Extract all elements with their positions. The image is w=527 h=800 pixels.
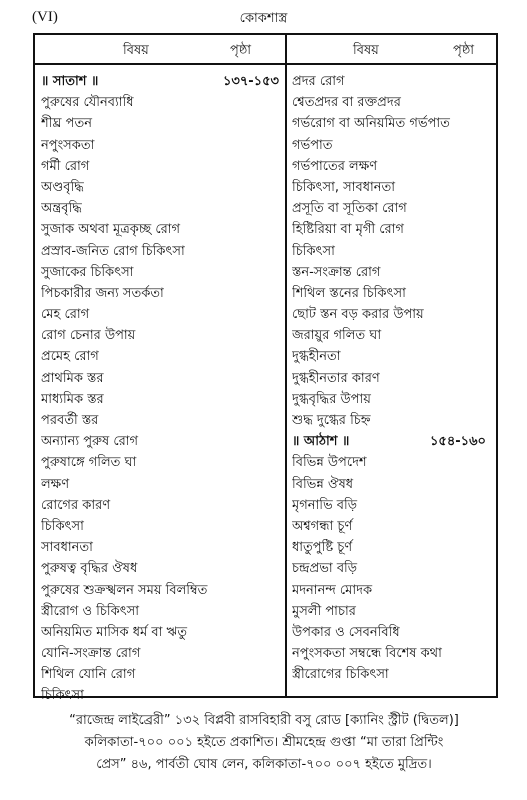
entry-title: অণ্ডবৃদ্ধি — [41, 179, 84, 195]
entry-title: লক্ষণ — [41, 476, 70, 492]
imprint-line: প্রেস” ৪৬, পার্বতী ঘোষ লেন, কলিকাতা-৭০০ ০০৭ হইতে মুদ্রিত। — [96, 757, 432, 772]
entry-title: রোগ চেনার উপায় — [41, 328, 136, 344]
contents-entry — [41, 219, 283, 240]
contents-entry — [41, 601, 283, 622]
entry-title: ॥ আঠাশ ॥ — [292, 434, 350, 450]
page-range: ১৩৭-১৫৩ — [222, 74, 279, 89]
contents-entry — [41, 198, 283, 219]
contents-entry — [292, 304, 492, 325]
entry-title: যোনি-সংক্রান্ত রোগ — [41, 646, 141, 662]
entry-title: গর্মী রোগ — [41, 158, 90, 174]
entry-title: চিকিৎসা — [41, 688, 84, 704]
table-header-row — [35, 35, 496, 65]
entry-title: পুরুষের যৌনব্যাধি — [41, 95, 134, 111]
entry-title: উপকার ও সেবনবিধি — [292, 624, 400, 640]
contents-entry — [41, 346, 283, 367]
entry-title: অনিয়মিত মাসিক ধর্ম বা ঋতু — [41, 624, 188, 640]
entry-title: নপুংসকতা সম্বন্ধে বিশেষ কথা — [292, 646, 442, 662]
contents-entry — [41, 262, 283, 283]
contents-entry — [292, 664, 492, 685]
entry-title: জরায়ুর গলিত ঘা — [292, 328, 382, 344]
entry-title: মদনানন্দ মোদক — [292, 582, 373, 598]
contents-entry — [292, 537, 492, 558]
entry-title: হিষ্টিরিয়া বা মৃগী রোগ — [292, 222, 404, 238]
right-column-entries — [292, 71, 492, 685]
contents-entry — [41, 580, 283, 601]
entry-title: নপুংসকতা — [41, 137, 95, 153]
entry-title: পুরুষত্ব বৃদ্ধির ঔষধ — [41, 561, 138, 577]
entry-title: দুগ্ধবৃদ্ধির উপায় — [292, 391, 371, 407]
contents-entry — [41, 177, 283, 198]
contents-entry — [41, 241, 283, 262]
page-number-label: (VI) — [32, 9, 58, 25]
contents-entry — [292, 643, 492, 664]
entry-title: চিকিৎসা — [41, 518, 84, 534]
entry-title: অন্ত্রবৃদ্ধি — [41, 201, 82, 217]
contents-entry — [41, 325, 283, 346]
page-range: ১৫৪-১৬০ — [429, 434, 486, 450]
entry-title: শুদ্ধ দুগ্ধের চিহ্ন — [292, 413, 371, 428]
contents-entry — [292, 325, 492, 346]
entry-title: স্ত্রীরোগের চিকিৎসা — [292, 667, 389, 683]
entry-title: মুসলী পাচার — [292, 603, 356, 619]
entry-title: দুগ্ধহীনতা — [292, 349, 341, 365]
contents-entry — [41, 389, 283, 410]
contents-entry — [292, 241, 492, 262]
contents-entry — [41, 643, 283, 664]
entry-title: মাধ্যমিক স্তর — [41, 391, 104, 407]
contents-entry — [41, 92, 283, 113]
contents-entry — [292, 198, 492, 219]
contents-entry — [292, 219, 492, 240]
contents-entry — [41, 431, 283, 452]
entry-title: বিভিন্ন উপদেশ — [292, 455, 367, 471]
entry-title: অশ্বগন্ধা চূর্ণ — [292, 518, 353, 534]
contents-entry — [292, 156, 492, 177]
contents-entry — [292, 135, 492, 156]
entry-title: সুজাকের চিকিৎসা — [41, 264, 134, 280]
right-page-heading: পৃষ্ঠা — [453, 43, 475, 58]
contents-entry — [292, 368, 492, 389]
contents-entry — [292, 113, 492, 134]
entry-title: বিভিন্ন ঔষধ — [292, 476, 354, 492]
contents-entry — [41, 283, 283, 304]
contents-entry — [292, 346, 492, 367]
entry-title: পুরুষাঙ্গে গলিত ঘা — [41, 455, 137, 471]
contents-entry — [292, 580, 492, 601]
entry-title: স্ত্রীরোগ ও চিকিৎসা — [41, 603, 140, 619]
contents-entry — [292, 474, 492, 495]
contents-entry — [41, 368, 283, 389]
contents-entry — [41, 452, 283, 473]
right-subject-heading: বিষয় — [353, 43, 379, 58]
entry-title: স্তন-সংক্রান্ত রোগ — [292, 264, 381, 280]
entry-title: শ্বেতপ্রদর বা রক্তপ্রদর — [292, 95, 401, 111]
publisher-imprint — [24, 710, 504, 776]
entry-title: দুগ্ধহীনতার কারণ — [292, 370, 380, 386]
entry-title: চন্দ্রপ্রভা বড়ি — [292, 561, 358, 577]
contents-entry — [292, 516, 492, 537]
entry-title: রোগের কারণ — [41, 497, 111, 513]
contents-entry — [41, 664, 283, 685]
contents-entry — [41, 558, 283, 579]
left-column-entries — [41, 71, 283, 707]
entry-title: ছোট স্তন বড় করার উপায় — [292, 307, 424, 323]
entry-title: গর্ভপাত — [292, 137, 333, 153]
entry-title: প্রস্রাব-জনিত রোগ চিকিৎসা — [41, 243, 185, 259]
contents-entry — [41, 410, 283, 431]
entry-title: গর্ভরোগ বা অনিয়মিত গর্ভপাত — [292, 116, 450, 132]
contents-entry — [292, 622, 492, 643]
entry-title: চিকিৎসা, সাবধানতা — [292, 179, 396, 195]
contents-entry — [41, 622, 283, 643]
entry-title: প্রদর রোগ — [292, 74, 345, 89]
contents-entry — [292, 92, 492, 113]
contents-entry — [41, 474, 283, 495]
entry-title: পুরুষের শুক্রস্খলন সময় বিলম্বিত — [41, 582, 208, 598]
entry-title: মেহ রোগ — [41, 307, 90, 323]
column-divider — [285, 35, 287, 696]
contents-entry — [41, 304, 283, 325]
section-heading — [41, 71, 283, 92]
contents-entry — [292, 389, 492, 410]
entry-title: চিকিৎসা — [292, 243, 335, 259]
contents-entry — [41, 537, 283, 558]
entry-title: অন্যান্য পুরুষ রোগ — [41, 434, 139, 450]
running-title: কোকশাস্ত্র — [239, 11, 288, 26]
contents-entry — [41, 156, 283, 177]
contents-entry — [292, 410, 492, 431]
contents-entry — [292, 495, 492, 516]
entry-title: শিথিল যোনি রোগ — [41, 667, 136, 683]
left-page-heading: পৃষ্ঠা — [230, 43, 252, 58]
contents-entry — [41, 113, 283, 134]
entry-title: গর্ভপাতের লক্ষণ — [292, 158, 378, 174]
contents-entry — [292, 262, 492, 283]
entry-title: শীঘ্র পতন — [41, 116, 92, 132]
contents-entry — [292, 452, 492, 473]
imprint-line: “রাজেন্দ্র লাইব্রেরী” ১৩২ বিপ্লবী রাসবিহারী বসু রোড [ক্যানিং স্ট্রীট (দ্বিতল)] — [69, 713, 459, 728]
imprint-line: কলিকাতা-৭০০ ০০১ হইতে প্রকাশিত। শ্রীমহেন্দ্র গুপ্তা “মা তারা প্রিন্টিং — [84, 735, 444, 750]
entry-title: পরবর্তী স্তর — [41, 413, 99, 428]
contents-entry — [41, 495, 283, 516]
entry-title: শিথিল স্তনের চিকিৎসা — [292, 285, 406, 301]
left-subject-heading: বিষয় — [123, 43, 149, 58]
entry-title: পিচকারীর জন্য সতর্কতা — [41, 285, 164, 301]
entry-title: সাবধানতা — [41, 540, 93, 556]
section-heading — [292, 431, 492, 452]
contents-entry — [292, 601, 492, 622]
contents-entry — [41, 685, 283, 706]
entry-title: প্রাথমিক স্তর — [41, 370, 104, 386]
contents-table — [33, 33, 498, 704]
contents-entry — [41, 516, 283, 537]
contents-entry — [292, 177, 492, 198]
entry-title: প্রসূতি বা সূতিকা রোগ — [292, 201, 407, 217]
contents-entry — [292, 71, 492, 92]
contents-entry — [292, 283, 492, 304]
contents-entry — [41, 135, 283, 156]
contents-entry — [292, 558, 492, 579]
entry-title: প্রমেহ রোগ — [41, 349, 99, 365]
entry-title: মৃগনাভি বড়ি — [292, 497, 358, 513]
entry-title: ॥ সাতাশ ॥ — [41, 74, 99, 89]
entry-title: সুজাক অথবা মূত্রকৃচ্ছ রোগ — [41, 222, 181, 238]
entry-title: ধাতুপুষ্টি চূর্ণ — [292, 540, 353, 556]
